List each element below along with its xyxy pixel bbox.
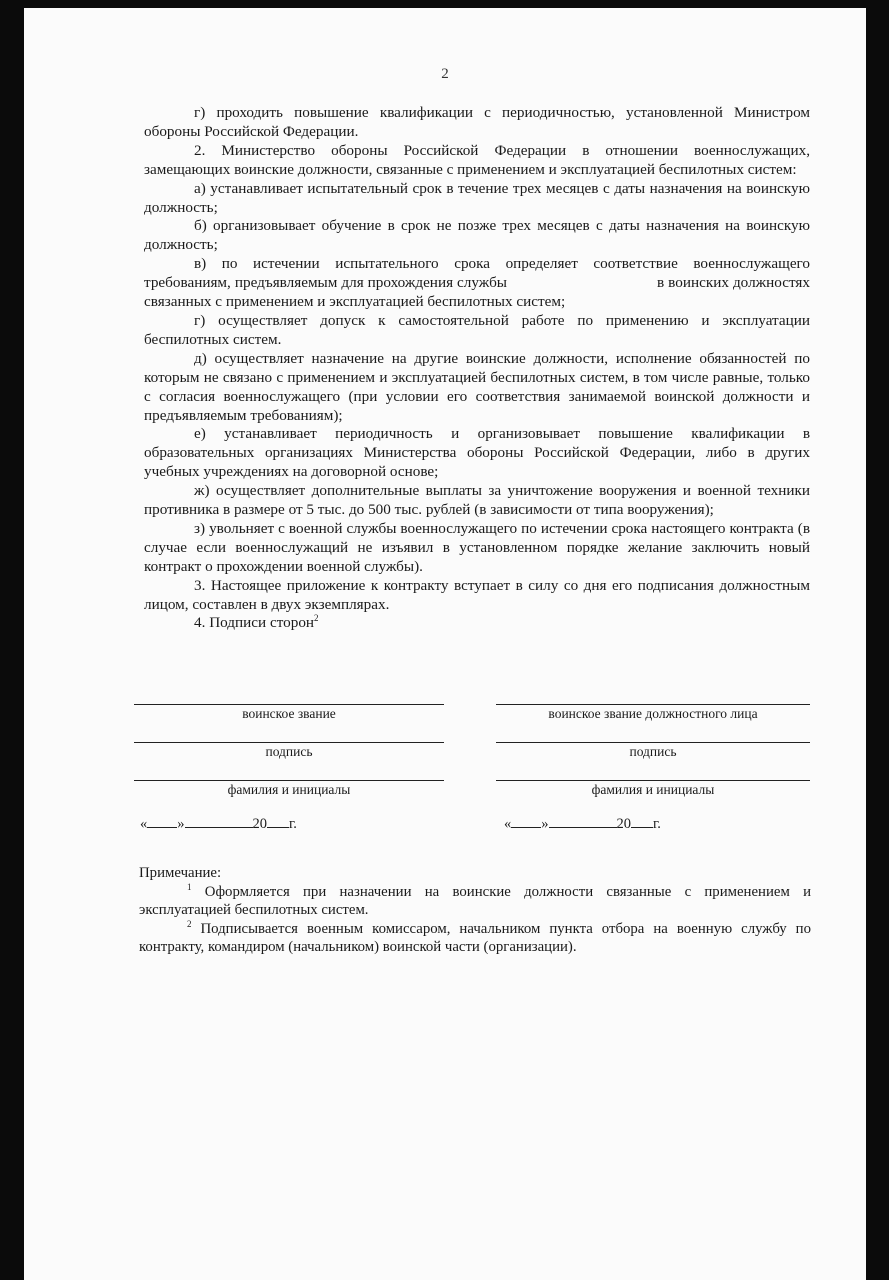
rank-caption-left: воинское звание — [242, 706, 336, 721]
date-year-blank — [267, 814, 289, 828]
rank-line-right — [496, 704, 810, 705]
name-line-right — [496, 780, 810, 781]
date-month-blank — [549, 814, 617, 828]
note-1-mark: 1 — [187, 881, 192, 892]
paragraph-3: 3. Настоящее приложение к контракту вступает в силу со дня его подписания должностным лицом, составлен в двух экземплярах. — [144, 576, 810, 613]
paragraph-2-e: е) устанавливает периодичность и организовывает повышение квалификации в образовательных организациях Министерства обороны Российской Федерации, либо в других учебных учреждениях на договорной основе; — [144, 425, 810, 481]
date-year-suffix: г. — [653, 816, 661, 832]
paragraph-2-v-part2: в воинских должностях связанных с применением и эксплуатацией беспилотных систем; — [144, 274, 810, 311]
paragraph-2-v — [144, 255, 810, 312]
date-year-prefix: 20 — [616, 816, 631, 832]
signatures-heading-text: 4. Подписи сторон — [194, 614, 315, 632]
date-left — [140, 814, 297, 833]
date-day-blank — [147, 814, 177, 828]
signature-caption-right: подпись — [629, 744, 677, 759]
name-caption-right: фамилия и инициалы — [591, 782, 715, 797]
note-2-text: Подписывается военным комиссаром, начальником пункта отбора на военную службу по контракту, командиром (начальником) воинской части (организации). — [139, 920, 811, 956]
note-1 — [139, 883, 811, 920]
page-number: 2 — [441, 66, 449, 82]
signature-line-left — [134, 742, 444, 743]
date-day-blank — [511, 814, 541, 828]
date-close-quote: » — [177, 816, 185, 832]
paragraph-2-b: б) организовывает обучение в срок не позже трех месяцев с даты назначения на воинскую должность; — [144, 217, 810, 254]
document-body — [144, 104, 810, 633]
signature-line-right — [496, 742, 810, 743]
paragraph-2: 2. Министерство обороны Российской Федерации в отношении военнослужащих, замещающих воинские должности, связанные с применением и эксплуатацией беспилотных систем: — [144, 141, 810, 178]
paragraph-2-zh: ж) осуществляет дополнительные выплаты за уничтожение вооружения и военной техники противника в размере от 5 тыс. до 500 тыс. рублей (в зависимости от типа вооружения); — [144, 482, 810, 519]
rank-line-left — [134, 704, 444, 705]
paragraph-2-v-part1: в) по истечении испытательного срока определяет соответствие военнослужащего требованиям, предъявляемым для прохождения службы — [144, 255, 810, 292]
date-open-quote: « — [140, 816, 148, 832]
rank-caption-right: воинское звание должностного лица — [548, 706, 758, 721]
paragraph-2-z: з) увольняет с военной службы военнослужащего по истечении срока настоящего контракта (в случае если военнослужащий не изъявил в установленном порядке желание заключить новый контракт о прохождении военной службы). — [144, 519, 810, 575]
date-close-quote: » — [541, 816, 549, 832]
notes-heading: Примечание: — [139, 865, 222, 881]
signature-caption-left: подпись — [265, 744, 313, 759]
notes-section — [139, 864, 811, 957]
date-month-blank — [185, 814, 253, 828]
signatures-heading — [144, 614, 810, 633]
date-year-prefix: 20 — [252, 816, 267, 832]
paragraph-1-g: г) проходить повышение квалификации с периодичностью, установленной Министром обороны Российской Федерации. — [144, 104, 810, 140]
footnote-mark: 2 — [314, 613, 319, 624]
name-caption-left: фамилия и инициалы — [227, 782, 351, 797]
paragraph-2-a: а) устанавливает испытательный срок в течение трех месяцев с даты назначения на воинскую должность; — [144, 179, 810, 216]
note-1-text: Оформляется при назначении на воинские должности связанные с применением и эксплуатацией беспилотных систем. — [139, 883, 811, 919]
paragraph-2-g: г) осуществляет допуск к самостоятельной работе по применению и эксплуатации беспилотных систем. — [144, 311, 810, 348]
note-2-mark: 2 — [187, 918, 192, 929]
name-line-left — [134, 780, 444, 781]
date-year-suffix: г. — [289, 816, 297, 832]
note-2 — [139, 920, 811, 957]
date-open-quote: « — [504, 816, 512, 832]
document-page — [24, 8, 866, 1280]
paragraph-2-d: д) осуществляет назначение на другие воинские должности, исполнение обязанностей по которым не связано с применением и эксплуатацией беспилотных систем, в том числе равные, только с согласия военнослужащего (при условии его соответствия занимаемой воинской должности и предъявляемым требованиям); — [144, 349, 810, 424]
date-year-blank — [631, 814, 653, 828]
date-right — [504, 814, 661, 833]
